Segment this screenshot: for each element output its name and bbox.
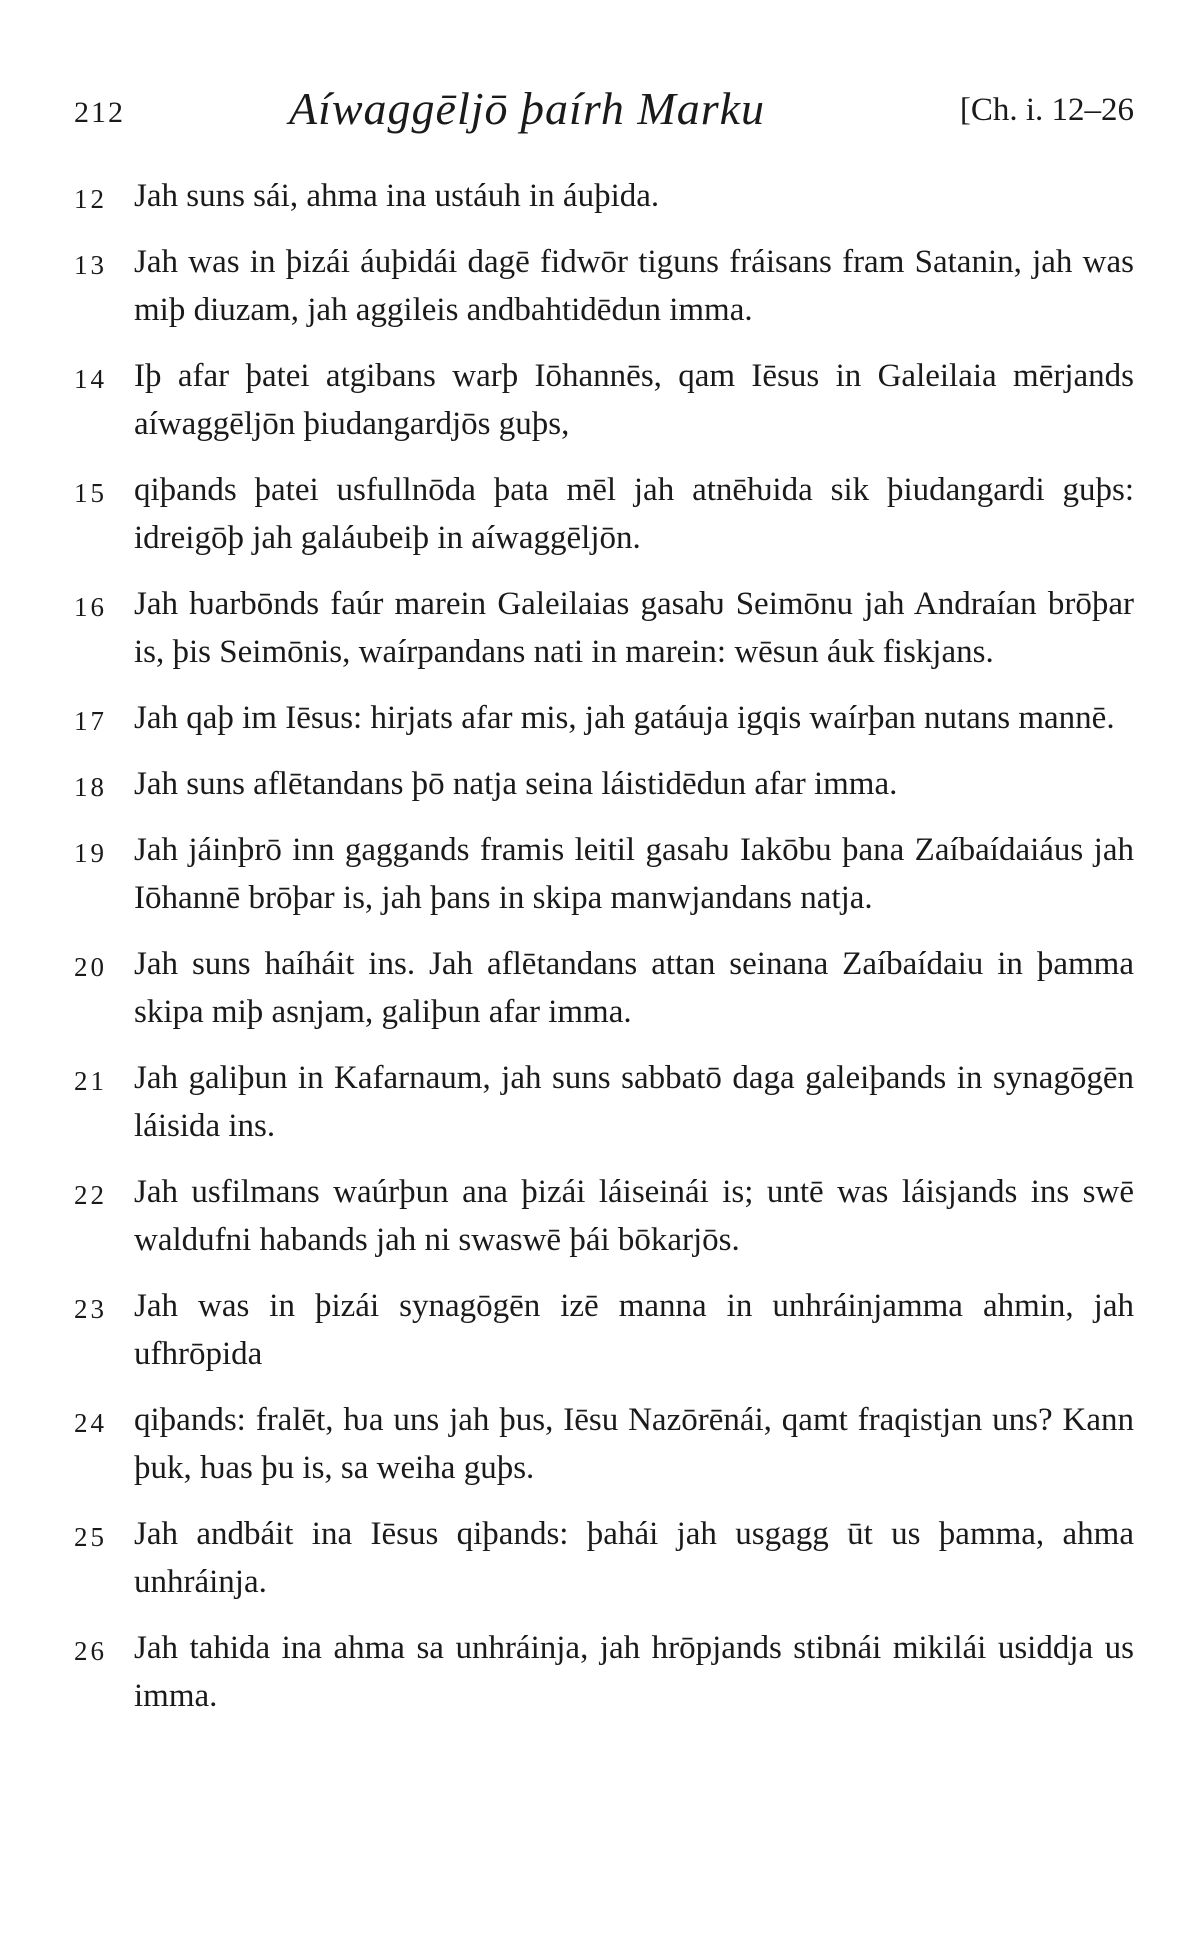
chapter-reference: [Ch. i. 12–26 — [959, 92, 1134, 128]
verse-text: Jah was in þizái synagōgēn izē manna in unhráinjamma ahmin, jah ufhrōpida — [134, 1288, 1134, 1372]
verse-number: 26 — [74, 1636, 107, 1666]
verse-number: 12 — [74, 184, 107, 214]
verse — [74, 580, 1134, 676]
verse-number: 20 — [74, 952, 107, 982]
verse-number: 24 — [74, 1408, 107, 1438]
page-number: 212 — [74, 96, 125, 129]
verse-number: 21 — [74, 1066, 107, 1096]
verse-number: 14 — [74, 364, 107, 394]
verse-list — [74, 172, 1134, 1738]
verse-text: Jah andbáit ina Iēsus qiþands: þahái jah usgagg ūt us þamma, ahma unhráinja. — [134, 1516, 1134, 1600]
verse-number: 23 — [74, 1294, 107, 1324]
verse-text: Jah usfilmans waúrþun ana þizái láiseinái is; untē was láisjands ins swē waldufni habands jah ni swaswē þái bōkarjōs. — [134, 1174, 1134, 1258]
verse-text: Jah suns sái, ahma ina ustáuh in áuþida. — [134, 178, 660, 214]
verse-text: Jah was in þizái áuþidái dagē fidwōr tiguns fráisans fram Satanin, jah was miþ diuzam, jah aggileis andbahtidēdun imma. — [134, 244, 1134, 328]
verse — [74, 826, 1134, 922]
verse-text: Jah suns aflētandans þō natja seina láistidēdun afar imma. — [134, 766, 898, 802]
verse-text: Jah ƕarbōnds faúr marein Galeilaias gasaƕ Seimōnu jah Andraían brōþar is, þis Seimōnis, waírpandans nati in marein: wēsun áuk fiskjans. — [134, 586, 1134, 670]
running-title: Aíwaggēljō þaírh Marku — [289, 83, 766, 134]
verse — [74, 172, 1134, 220]
verse — [74, 1510, 1134, 1606]
verse-number: 18 — [74, 772, 107, 802]
verse — [74, 1624, 1134, 1720]
verse-number: 17 — [74, 706, 107, 736]
verse-number: 19 — [74, 838, 107, 868]
verse-text: qiþands: fralēt, ƕa uns jah þus, Iēsu Nazōrēnái, qamt fraqistjan uns? Kann þuk, ƕas þu is, sa weiha guþs. — [134, 1402, 1134, 1486]
verse-text: qiþands þatei usfullnōda þata mēl jah atnēƕida sik þiudangardi guþs: idreigōþ jah galáubeiþ in aíwaggēljōn. — [134, 472, 1134, 556]
verse-text: Jah qaþ im Iēsus: hirjats afar mis, jah gatáuja igqis waírþan nutans mannē. — [134, 700, 1115, 736]
verse-number: 25 — [74, 1522, 107, 1552]
verse-number: 16 — [74, 592, 107, 622]
verse-text: Jah suns haíháit ins. Jah aflētandans attan seinana Zaíbaídaiu in þamma skipa miþ asnjam, galiþun afar imma. — [134, 946, 1134, 1030]
verse — [74, 1396, 1134, 1492]
verse-text: Jah tahida ina ahma sa unhráinja, jah hrōpjands stibnái mikilái usiddja us imma. — [134, 1630, 1134, 1714]
verse-number: 22 — [74, 1180, 107, 1210]
verse — [74, 940, 1134, 1036]
verse — [74, 760, 1134, 808]
verse — [74, 466, 1134, 562]
verse — [74, 238, 1134, 334]
verse-text: Jah jáinþrō inn gaggands framis leitil gasaƕ Iakōbu þana Zaíbaídaiáus jah Iōhannē brōþar is, jah þans in skipa manwjandans natja. — [134, 832, 1134, 916]
verse-number: 15 — [74, 478, 107, 508]
verse — [74, 1282, 1134, 1378]
verse — [74, 694, 1134, 742]
verse-text: Jah galiþun in Kafarnaum, jah suns sabbatō daga galeiþands in synagōgēn láisida ins. — [134, 1060, 1134, 1144]
verse-text: Iþ afar þatei atgibans warþ Iōhannēs, qam Iēsus in Galeilaia mērjands aíwaggēljōn þiudangardjōs guþs, — [134, 358, 1134, 442]
page-header — [74, 82, 1134, 142]
verse — [74, 1168, 1134, 1264]
verse — [74, 352, 1134, 448]
verse — [74, 1054, 1134, 1150]
verse-number: 13 — [74, 250, 107, 280]
